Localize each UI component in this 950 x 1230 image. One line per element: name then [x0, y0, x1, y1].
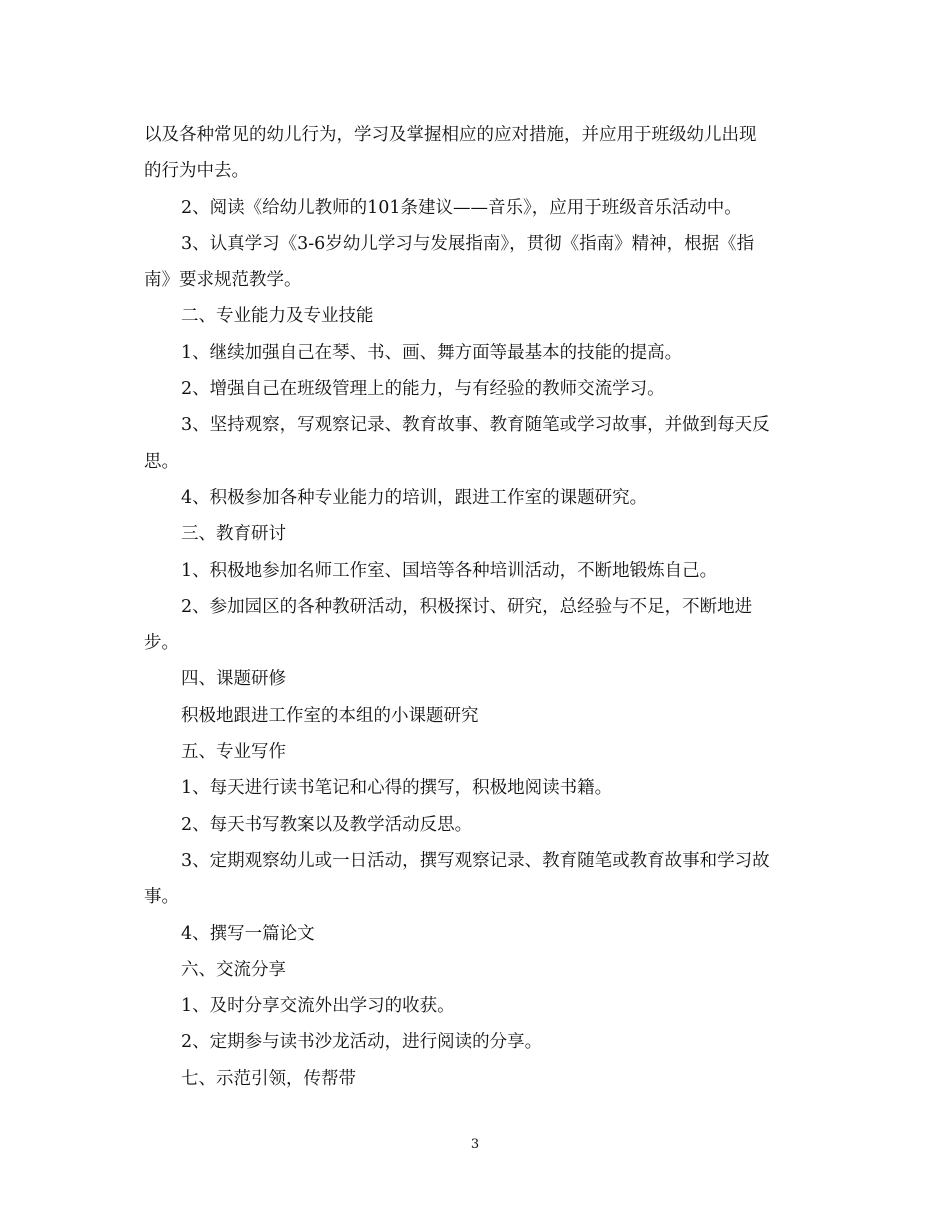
- text-line: 3、认真学习《3-6岁幼儿学习与发展指南》，贯彻《指南》精神，根据《指: [181, 233, 755, 254]
- text-line: 二、专业能力及专业技能: [181, 306, 374, 327]
- text-line: 1、及时分享交流外出学习的收获。: [181, 996, 455, 1017]
- text-line: 1、继续加强自己在琴、书、画、舞方面等最基本的技能的提高。: [181, 342, 683, 363]
- text-line: 以及各种常见的幼儿行为，学习及掌握相应的应对措施，并应用于班级幼儿出现: [144, 125, 757, 145]
- text-line: 积极地跟进工作室的本组的小课题研究: [181, 705, 479, 726]
- text-line: 2、定期参与读书沙龙活动，进行阅读的分享。: [181, 1032, 543, 1053]
- page-number: 3: [470, 1137, 480, 1152]
- text-line: 五、专业写作: [181, 742, 286, 763]
- text-line: 六、交流分享: [181, 959, 286, 980]
- text-line: 2、参加园区的各种教研活动，积极探讨、研究，总经验与不足，不断地进: [181, 596, 753, 617]
- text-line: 思。: [144, 451, 179, 472]
- text-line: 四、课题研修: [181, 669, 286, 690]
- text-line: 3、坚持观察，写观察记录、教育故事、教育随笔或学习故事，并做到每天反: [181, 415, 770, 436]
- text-line: 2、每天书写教案以及教学活动反思。: [181, 814, 473, 835]
- body-text: [144, 117, 810, 1097]
- text-line: 1、积极地参加名师工作室、国培等各种培训活动，不断地锻炼自己。: [181, 560, 718, 581]
- text-line: 步。: [144, 633, 179, 654]
- text-line: 南》要求规范教学。: [144, 270, 302, 291]
- text-line: 事。: [144, 887, 179, 908]
- text-line: 2、增强自己在班级管理上的能力，与有经验的教师交流学习。: [181, 379, 665, 400]
- text-line: 1、每天进行读书笔记和心得的撰写，积极地阅读书籍。: [181, 778, 613, 799]
- text-line: 4、积极参加各种专业能力的培训，跟进工作室的课题研究。: [181, 487, 648, 508]
- text-line: 2、阅读《给幼儿教师的101条建议——音乐》，应用于班级音乐活动中。: [181, 197, 742, 218]
- text-line: 3、定期观察幼儿或一日活动，撰写观察记录、教育随笔或教育故事和学习故: [181, 850, 770, 871]
- text-line: 的行为中去。: [144, 161, 249, 182]
- text-line: 三、教育研讨: [181, 524, 286, 545]
- text-line: 4、撰写一篇论文: [181, 923, 315, 944]
- text-line: 七、示范引领，传帮带: [181, 1068, 356, 1089]
